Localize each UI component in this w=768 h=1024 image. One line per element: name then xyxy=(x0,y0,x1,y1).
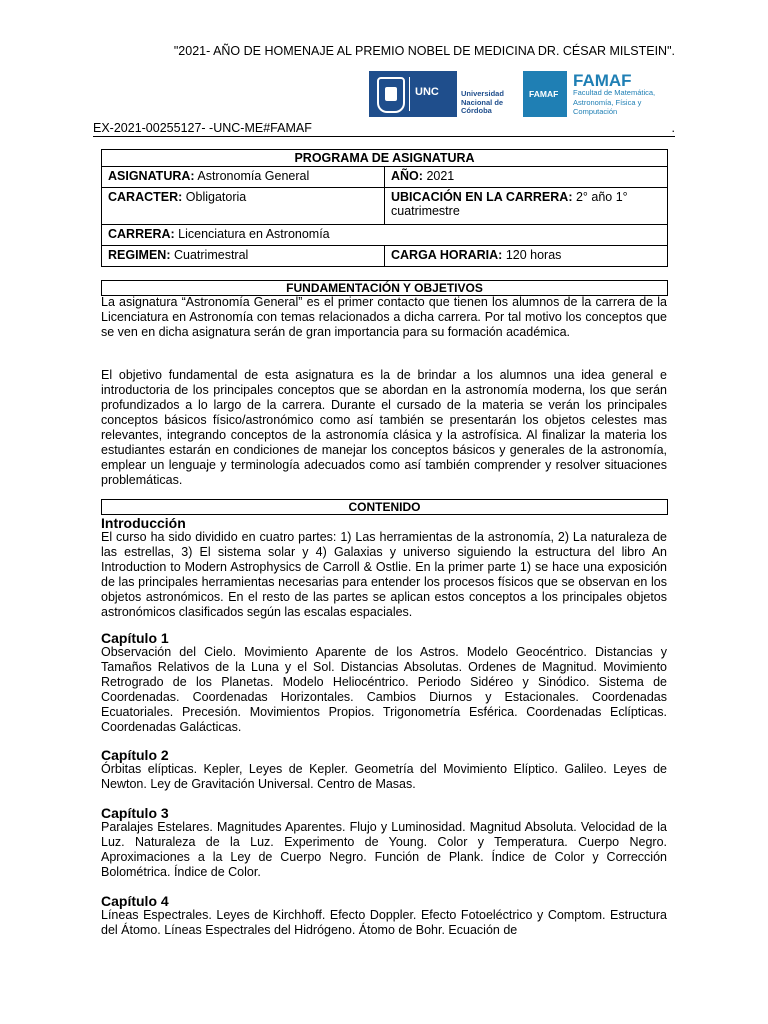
famaf-title: FAMAF xyxy=(573,71,632,90)
chapter-3-title: Capítulo 3 xyxy=(101,805,169,821)
chapter-3-text: Paralajes Estelares. Magnitudes Aparentes. Flujo y Luminosidad. Magnitud Absoluta. Velocidad de la Luz. Naturaleza de la Luz. Experimento de Young. Color y Temperatura. Cuerpo Negro. Aproximaciones a la Ley de Cuerpo Negro. Función de Plank. Índice de Color y Corrección Bolométrica. Índice de Color. xyxy=(101,820,667,879)
program-table-title: PROGRAMA DE ASIGNATURA xyxy=(102,150,668,167)
famaf-logo: FAMAF FAMAF Facultad de Matemática, Astronomía, Física y Computación xyxy=(523,71,678,119)
chapter-1-text: Observación del Cielo. Movimiento Aparente de los Astros. Modelo Geocéntrico. Distancias y Tamaños Relativos de la Luna y el Sol. Distancias Absolutas. Ordenes de Magnitud. Movimiento Retrogrado de los Planetas. Modelo Heliocéntrico. Periodo Sidéreo y Sinódico. Sistema de Coordenadas. Coordenadas Horizontales. Cambios Diurnos y Estacionales. Coordenadas Ecuatoriales. Precesión. Movimientos Propios. Trigonometría Esférica. Coordenadas Eclípticas. Coordenadas Galácticas. xyxy=(101,645,667,734)
famaf-subtitle: Facultad de Matemática, Astronomía, Física y Computación xyxy=(573,88,656,116)
expediente-number: EX-2021-00255127- -UNC-ME#FAMAF xyxy=(93,121,312,135)
unc-name: Universidad Nacional de Córdoba xyxy=(461,89,504,115)
chapter-4-title: Capítulo 4 xyxy=(101,893,169,909)
carrera-cell: CARRERA: Licenciatura en Astronomía xyxy=(102,225,668,246)
unc-emblem-icon xyxy=(377,77,405,113)
intro-text: El curso ha sido dividido en cuatro partes: 1) Las herramientas de la astronomía, 2) La naturaleza de las estrellas, 3) El sistema solar y 4) Galaxias y universo siguiendo la estructura del libro An Introduction to Modern Astrophysics de Carroll & Ostlie. En la primer parte 1) se hace una exposición de las principales herramientas necesarias para entender los procesos físicos que se observan en los objetos astronómicos. En el resto de las partes se aplican estos conceptos a los principales objetos astronómicos clasificados según las escalas espaciales. xyxy=(101,530,667,619)
carga-cell: CARGA HORARIA: 120 horas xyxy=(385,246,668,267)
contenido-heading: CONTENIDO xyxy=(101,499,668,515)
anio-cell: AÑO: 2021 xyxy=(385,167,668,188)
program-table xyxy=(101,149,668,267)
caracter-cell: CARACTER: Obligatoria xyxy=(102,188,385,225)
unc-logo: UNC Universidad Nacional de Córdoba xyxy=(369,71,511,117)
fundamentacion-paragraph-2: El objetivo fundamental de esta asignatura es la de brindar a los alumnos una idea general e introductoria de los principales conceptos que se abordan en la astronomía moderna, los que serán profundizados a lo largo de la carrera. Durante el cursado de la materia se verán los principales conceptos básicos físico/astronómico como así también se presentarán los objetos celestes mas relevantes, integrando conceptos de la astronomía clásica y la astrofísica. Al finalizar la materia los estudiantes estarán en condiciones de manejar los conceptos básicos y generales de la astronomía, emplear un lenguaje y terminología adecuados como así también comprender y resolver situaciones problemáticas. xyxy=(101,368,667,487)
expediente-line: EX-2021-00255127- -UNC-ME#FAMAF . xyxy=(93,121,675,135)
chapter-1-title: Capítulo 1 xyxy=(101,630,169,646)
asignatura-cell: ASIGNATURA: Astronomía General xyxy=(102,167,385,188)
intro-title: Introducción xyxy=(101,515,186,531)
regimen-cell: REGIMEN: Cuatrimestral xyxy=(102,246,385,267)
chapter-2-text: Órbitas elípticas. Kepler, Leyes de Kepler. Geometría del Movimiento Elíptico. Galileo. Leyes de Newton. Ley de Gravitación Universal. Centro de Masas. xyxy=(101,762,667,791)
ubicacion-cell: UBICACIÓN EN LA CARRERA: 2° año 1° cuatrimestre xyxy=(385,188,668,225)
homage-banner: "2021- AÑO DE HOMENAJE AL PREMIO NOBEL DE MEDICINA DR. CÉSAR MILSTEIN". xyxy=(173,44,675,58)
chapter-4-text: Líneas Espectrales. Leyes de Kirchhoff. Efecto Doppler. Efecto Fotoeléctrico y Comptom. Estructura del Átomo. Líneas Espectrales del Hidrógeno. Átomo de Bohr. Ecuación de xyxy=(101,908,667,937)
fundamentacion-heading: FUNDAMENTACIÓN Y OBJETIVOS xyxy=(101,280,668,296)
chapter-2-title: Capítulo 2 xyxy=(101,747,169,763)
fundamentacion-paragraph-1: La asignatura “Astronomía General” es el primer contacto que tienen los alumnos de la carrera de la Licenciatura en Astronomía con temas relacionados a dicha carrera. Por tal motivo los conceptos que se ven en dicha asignatura serán de gran importancia para su formación académica. xyxy=(101,295,667,339)
